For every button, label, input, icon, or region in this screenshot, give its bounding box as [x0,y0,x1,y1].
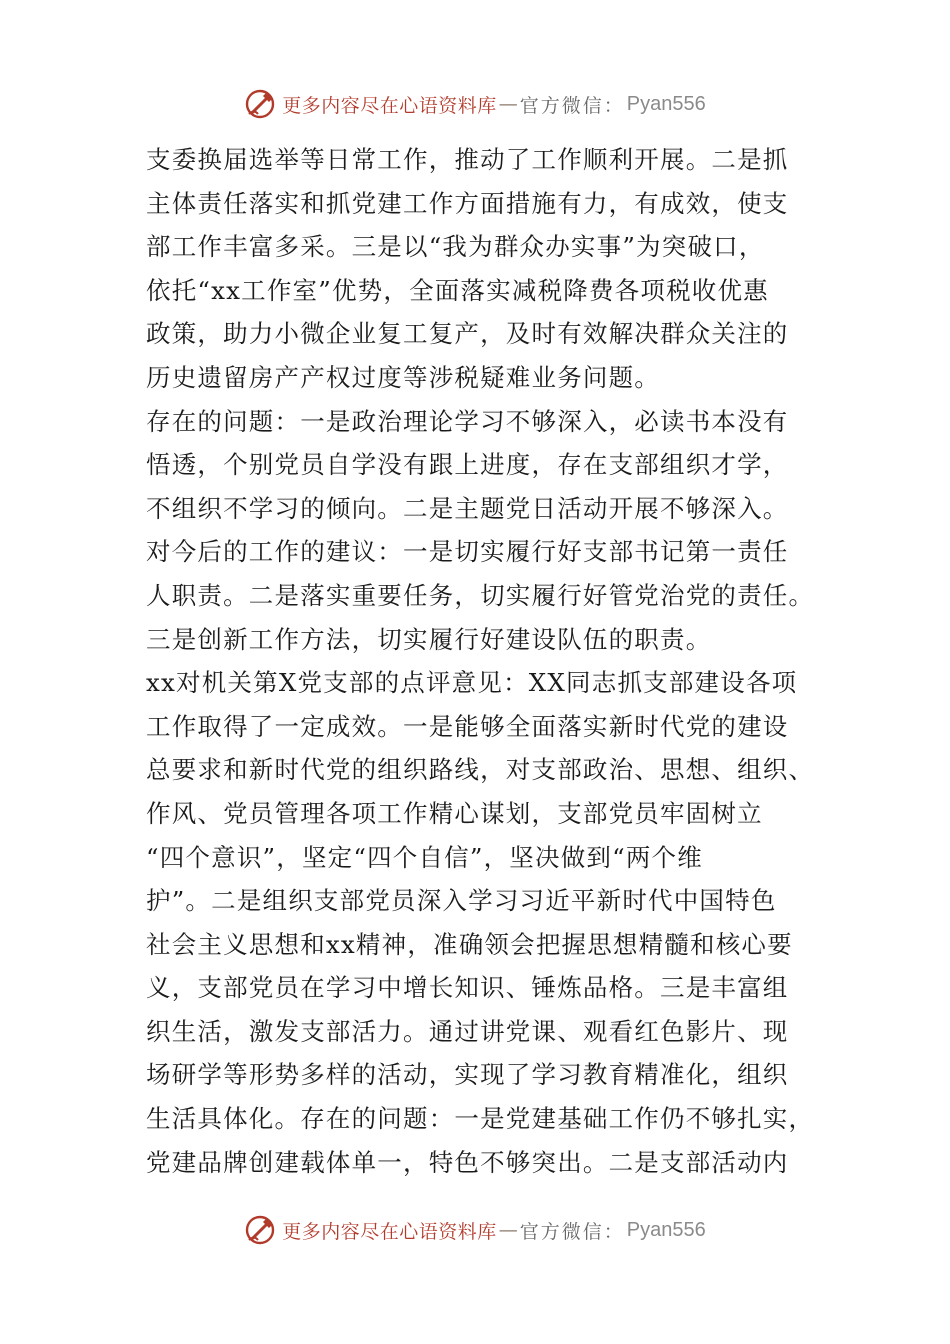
text-line: 社会主义思想和xx精神，准确领会把握思想精髓和核心要 [146,929,793,959]
text-line: xx对机关第X党支部的点评意见：XX同志抓支部建设各项 [146,668,798,698]
text-line: 总要求和新时代党的组织路线，对支部政治、思想、组织、 [146,755,815,785]
text-line: 支委换届选举等日常工作，推动了工作顺利开展。二是抓 [146,145,789,174]
banner-wechat-id: Pyan556 [626,92,706,115]
text-line: 三是创新工作方法，切实履行好建设队伍的职责。 [146,624,712,654]
text-line: 悟透，个别党员自学没有跟上进度，存在支部组织才学， [146,450,789,480]
pen-logo-icon [244,1213,278,1247]
document-body [146,138,815,1184]
text-line: 主体责任落实和抓党建工作方面措施有力，有成效，使支 [146,188,789,218]
text-line: 存在的问题：一是政治理论学习不够深入，必读书本没有 [146,406,789,436]
banner-wechat-label: 官方微信： [519,94,625,117]
text-line: 护”。二是组织支部党员深入学习习近平新时代中国特色 [146,886,777,916]
banner-wechat-id: Pyan556 [626,1218,706,1241]
text-line: 生活具体化。存在的问题：一是党建基础工作仍不够扎实， [146,1104,815,1134]
text-line: 织生活，激发支部活力。通过讲党课、观看红色影片、现 [146,1016,789,1046]
text-line: 工作取得了一定成效。一是能够全面落实新时代党的建设 [146,711,789,741]
text-line: 作风、党员管理各项工作精心谋划，支部党员牢固树立 [146,798,763,828]
text-line: 依托“xx工作室”优势，全面落实减税降费各项税收优惠 [146,275,769,305]
banner-text: 更多内容尽在心语资料库 [282,94,497,117]
text-line: 部工作丰富多采。三是以“我为群众办实事”为突破口， [146,232,765,262]
text-line: “四个意识”，坚定“四个自信”，坚决做到“两个维 [146,842,703,872]
text-line: 党建品牌创建载体单一，特色不够突出。二是支部活动内 [146,1147,789,1177]
text-line: 人职责。二是落实重要任务，切实履行好管党治党的责任。 [146,580,815,610]
text-line: 对今后的工作的建议：一是切实履行好支部书记第一责任 [146,537,789,567]
banner-separator: — [498,1219,518,1241]
header-banner [0,84,950,124]
banner-text: 更多内容尽在心语资料库 [282,1220,497,1243]
text-line: 不组织不学习的倾向。二是主题党日活动开展不够深入。 [146,493,789,523]
text-line: 历史遗留房产产权过度等涉税疑难业务问题。 [146,362,660,392]
text-line: 政策，助力小微企业复工复产，及时有效解决群众关注的 [146,319,789,349]
text-line: 场研学等形势多样的活动，实现了学习教育精准化，组织 [146,1060,789,1090]
footer-banner [0,1210,950,1250]
banner-wechat-label: 官方微信： [519,1220,625,1243]
banner-separator: — [498,93,518,115]
text-line: 义，支部党员在学习中增长知识、锤炼品格。三是丰富组 [146,973,789,1003]
pen-logo-icon [244,87,278,121]
